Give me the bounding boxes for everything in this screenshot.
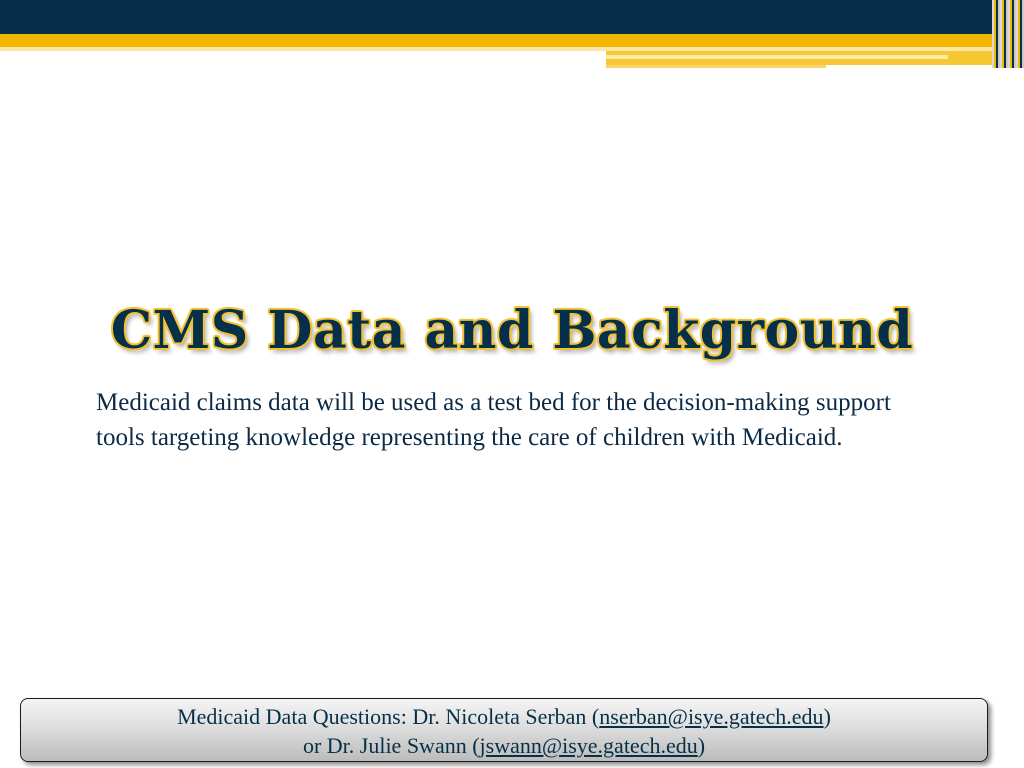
email-link-swann[interactable]: jswann@isye.gatech.edu	[479, 733, 698, 758]
header-accent-line	[606, 65, 826, 68]
header-accent-pale	[606, 55, 948, 59]
header-stripes	[992, 0, 1024, 68]
email-link-serban[interactable]: nserban@isye.gatech.edu	[599, 704, 824, 729]
contact-footer-box	[20, 698, 988, 762]
slide-body-text: Medicaid claims data will be used as a test bed for the decision-making support tools targeting knowledge representing the care of children with Medicaid.	[96, 389, 891, 451]
footer-line-1-prefix: Medicaid Data Questions: Dr. Nicoleta Serban (	[177, 704, 600, 729]
slide-title: CMS Data and Background	[110, 300, 914, 361]
footer-line-1-suffix: )	[823, 704, 831, 729]
footer-line-2-suffix: )	[697, 733, 706, 758]
footer-line-1	[21, 702, 987, 731]
footer-line-2-prefix: or Dr. Julie Swann (	[302, 733, 480, 758]
header-band-navy	[0, 0, 1024, 34]
footer-line-2	[21, 731, 987, 760]
header-band-gold	[0, 34, 1024, 47]
